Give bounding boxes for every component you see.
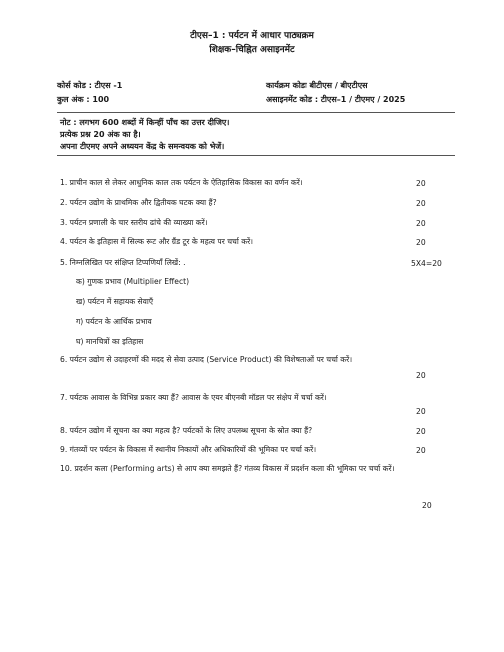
question-3-marks: 20 [416, 219, 426, 228]
question-1-marks: 20 [416, 179, 426, 188]
page-subtitle: शिक्षक–चिह्नित असाइनमेंट [209, 45, 295, 55]
question-2-marks: 20 [416, 199, 426, 208]
question-5-marks: 5X4=20 [411, 259, 442, 268]
instruction-marks: प्रत्येक प्रश्न 20 अंक का है। [60, 130, 141, 139]
total-marks: कुल अंक : 100 [57, 95, 110, 104]
question-4: 4. पर्यटन के इतिहास में सिल्क रूट और ग्रैंड टूर के महत्व पर चर्चा करें। [60, 237, 254, 246]
question-1: 1. प्राचीन काल से लेकर आधुनिक काल तक पर्यटन के ऐतिहासिक विकास का वर्णन करें। [60, 178, 303, 187]
course-code: कोर्स कोड : टीएस -1 [57, 81, 123, 90]
question-6-marks: 20 [416, 371, 426, 380]
assignment-code: असाइनमेंट कोड : टीएस–1 / टीएमए / 2025 [266, 95, 406, 104]
question-10: 10. प्रदर्शन कला (Performing arts) से आप क्या समझते हैं? गंतव्य विकास में प्रदर्शन कला की भूमिका पर चर्चा करें। [60, 464, 395, 473]
subpart-b: ख) पर्यटन में सहायक सेवाएँ [76, 297, 154, 306]
question-10-marks: 20 [422, 501, 432, 510]
subpart-d: घ) मानचित्रों का इतिहास [76, 337, 144, 346]
question-9: 9. गंतव्यों पर पर्यटन के विकास में स्थानीय निकायों और अधिकारियों की भूमिका पर चर्चा करें। [60, 445, 317, 454]
divider-top [57, 112, 455, 113]
instruction-submit: अपना टीएमए अपने अध्ययन केंद्र के समन्वयक को भेजें। [60, 142, 225, 151]
program-code: कार्यक्रम कोडः बीटीएस / बीएटीएस [266, 81, 368, 90]
question-2: 2. पर्यटन उद्योग के प्राथमिक और द्वितीयक घटक क्या हैं? [60, 198, 217, 207]
question-8: 8. पर्यटन उद्योग में सूचना का क्या महत्व है? पर्यटकों के लिए उपलब्ध सूचना के स्रोत क्या हैं? [60, 426, 313, 435]
question-7-marks: 20 [416, 407, 426, 416]
subpart-a: क) गुणक प्रभाव (Multiplier Effect) [76, 277, 190, 286]
page-title: टीएस–1 : पर्यटन में आधार पाठ्यक्रम [190, 31, 314, 41]
question-9-marks: 20 [416, 446, 426, 455]
question-6: 6. पर्यटन उद्योग से उदाहरणों की मदद से सेवा उत्पाद (Service Product) की विशेषताओं पर चर्चा करें। [60, 355, 353, 364]
instruction-note: नोट : लगभग 600 शब्दों में किन्हीं पाँच का उत्तर दीजिए। [60, 118, 230, 127]
question-8-marks: 20 [416, 427, 426, 436]
subpart-c: ग) पर्यटन के आर्थिक प्रभाव [76, 317, 152, 326]
question-4-marks: 20 [416, 238, 426, 247]
question-7: 7. पर्यटक आवास के विभिन्न प्रकार क्या हैं? आवास के एयर बीएनबी मॉडल पर संक्षेप में चर्चा करें। [60, 393, 327, 402]
question-3: 3. पर्यटन प्रणाली के चार स्तरीय ढांचे की व्याख्या करें। [60, 218, 208, 227]
divider-bottom [57, 155, 455, 156]
question-5: 5. निम्नलिखित पर संक्षिप्त टिप्पणियाँ लिखें: . [60, 258, 186, 267]
